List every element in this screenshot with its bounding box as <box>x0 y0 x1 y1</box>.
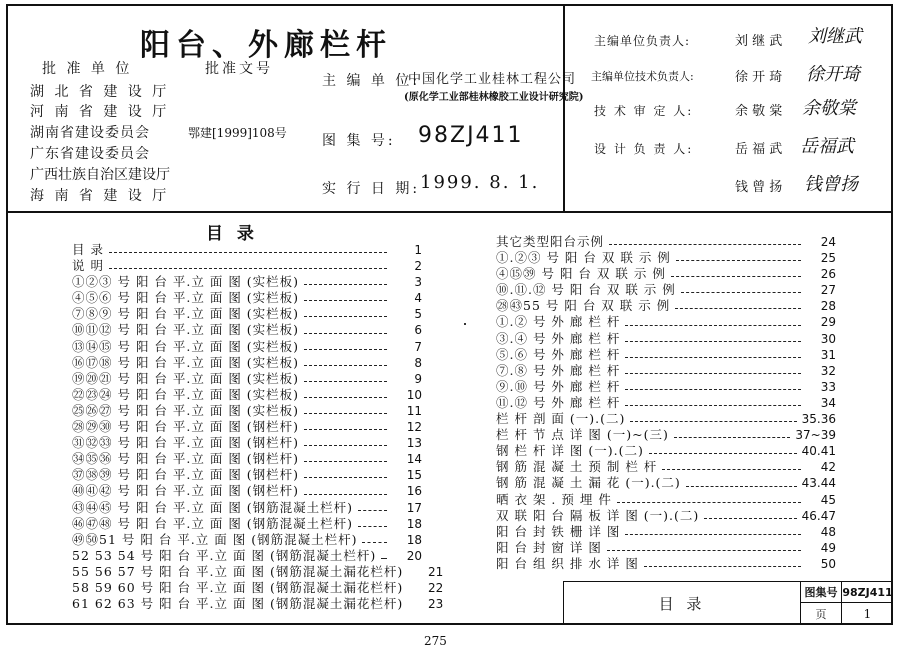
toc-leader-line <box>674 437 791 438</box>
toc-leader-line <box>644 566 801 567</box>
toc-leader-line <box>676 260 801 261</box>
toc-leader-line <box>704 518 796 519</box>
toc-leader-line <box>304 477 387 478</box>
toc-entry-page: 26 <box>820 267 836 282</box>
approval-doc-label: 批准文号 <box>205 61 273 77</box>
toc-leader-line <box>625 405 801 406</box>
toc-entry-label: 钢 筋 混 凝 土 漏 花 (一).(二) <box>496 475 681 491</box>
toc-entry-page: 33 <box>820 379 836 394</box>
toc-entry-page: 20 <box>406 548 422 563</box>
toc-entry <box>72 579 444 596</box>
toc-title: 目 录 <box>206 224 258 244</box>
toc-entry-page: 16 <box>406 484 422 499</box>
toc-entry-page: 42 <box>820 460 836 475</box>
toc-entry-page: 18 <box>406 516 422 531</box>
toc-entry-label: ㉒㉓㉔ 号 阳 台 平.立 面 图 (实栏板) <box>72 386 300 402</box>
toc-entry-label: ⑪.⑫ 号 外 廊 栏 杆 <box>496 394 621 410</box>
toc-entry-label: ㉛㉜㉝ 号 阳 台 平.立 面 图 (钢栏杆) <box>72 435 300 451</box>
toc-entry-page: 28 <box>820 299 836 314</box>
toc-entry-label: 阳 台 封 窗 详 图 <box>496 539 602 555</box>
toc-entry-label: 其它类型阳台示例 <box>496 234 605 249</box>
toc-entry-label: ㊲㊳㊴ 号 阳 台 平.立 面 图 (钢栏杆) <box>72 467 300 483</box>
toc-entry-label: ④⑮㊴ 号 阳 台 双 联 示 例 <box>496 266 666 282</box>
toc-entry-page: 35.36 <box>801 412 836 427</box>
toc-entry <box>496 411 836 427</box>
responsible-name-3: 余 敬 棠 <box>735 104 783 119</box>
signature-4: 岳福武 <box>800 136 854 157</box>
toc-entry <box>72 483 422 499</box>
effective-date-label: 实 行 日 期: <box>322 181 421 197</box>
toc-entry-page: 9 <box>414 371 422 386</box>
toc-entry-page: 5 <box>414 307 422 322</box>
toc-leader-line <box>686 486 797 487</box>
toc-entry-label: 52 53 54 号 阳 台 平.立 面 图 (钢筋混凝土栏杆) <box>72 547 377 563</box>
toc-entry-page: 31 <box>820 347 836 362</box>
toc-leader-line <box>304 429 387 430</box>
responsible-name-4: 岳 福 武 <box>735 142 783 157</box>
toc-leader-line <box>662 469 801 470</box>
toc-entry-label: ㉞㉟㊱ 号 阳 台 平.立 面 图 (钢栏杆) <box>72 451 300 467</box>
toc-entry-page: 25 <box>820 251 836 266</box>
toc-entry <box>496 395 836 411</box>
toc-leader-line <box>358 510 387 511</box>
toc-entry-label: ⑦⑧⑨ 号 阳 台 平.立 面 图 (实栏板) <box>72 306 300 322</box>
toc-entry-label: ㊾㊿51 号 阳 台 平.立 面 图 (钢筋混凝土栏杆) <box>72 531 358 547</box>
toc-entry <box>72 322 422 338</box>
title-block-name: 目 录 <box>658 595 706 613</box>
toc-entry <box>72 306 422 322</box>
responsible-role-3: 技 术 审 定 人: <box>594 104 694 118</box>
toc-entry-label: ㊻㊼㊽ 号 阳 台 平.立 面 图 (钢筋混凝土栏杆) <box>72 515 354 531</box>
toc-entry-page: 22 <box>427 580 444 595</box>
toc-left-column <box>72 242 444 612</box>
toc-entry <box>496 556 836 572</box>
signature-5: 钱曾扬 <box>804 174 858 195</box>
toc-entry-label: ⑲⑳㉑ 号 阳 台 平.立 面 图 (实栏板) <box>72 370 300 386</box>
toc-leader-line <box>675 308 801 309</box>
toc-entry-label: ⑩.⑪.⑫ 号 阳 台 双 联 示 例 <box>496 282 676 298</box>
toc-entry-page: 45 <box>820 492 836 507</box>
responsible-name-2: 徐 开 琦 <box>735 70 783 85</box>
toc-entry-label: 钢 栏 杆 详 图 (一).(二) <box>496 443 644 459</box>
toc-entry-label: ⑨.⑩ 号 外 廊 栏 杆 <box>496 378 621 394</box>
toc-entry <box>496 508 836 524</box>
toc-entry <box>496 524 836 540</box>
approval-unit-1: 湖 北 省 建 设 厅 <box>30 84 170 100</box>
toc-entry <box>496 266 836 282</box>
toc-entry-page: 32 <box>820 363 836 378</box>
toc-entry <box>72 548 422 564</box>
toc-entry-page: 18 <box>406 532 422 547</box>
toc-entry-label: 栏 杆 节 点 详 图 (一)~(三) <box>496 427 669 443</box>
effective-date: 1999. 8. 1. <box>420 172 540 193</box>
toc-entry-page: 24 <box>820 235 836 249</box>
toc-leader-line <box>607 550 801 551</box>
toc-leader-line <box>625 325 801 326</box>
toc-entry <box>72 355 422 371</box>
toc-entry <box>72 435 422 451</box>
toc-leader-line <box>625 373 801 374</box>
toc-entry-page: 21 <box>427 564 444 579</box>
toc-leader-line <box>625 357 801 358</box>
toc-leader-line <box>681 292 801 293</box>
header-vertical-divider <box>563 4 565 213</box>
toc-entry-page: 40.41 <box>801 444 836 459</box>
title-block-page-label: 页 <box>815 608 827 621</box>
toc-entry <box>496 475 836 491</box>
toc-entry-label: ⑩⑪⑫ 号 阳 台 平.立 面 图 (实栏板) <box>72 322 300 338</box>
signature-1: 刘继武 <box>808 26 862 47</box>
toc-entry-page: 34 <box>820 395 836 410</box>
toc-entry <box>72 387 422 403</box>
toc-entry-label: ㉘㊸55 号 阳 台 双 联 示 例 <box>496 298 671 314</box>
toc-entry <box>496 282 836 298</box>
toc-entry-page: 29 <box>820 315 836 330</box>
toc-entry <box>496 250 836 266</box>
toc-entry-label: ①.②③ 号 阳 台 双 联 示 例 <box>496 250 671 266</box>
toc-entry-label: ⑦.⑧ 号 外 廊 栏 杆 <box>496 362 621 378</box>
toc-entry-page: 2 <box>414 259 422 274</box>
toc-entry-label: 61 62 63 号 阳 台 平.立 面 图 (钢筋混凝土漏花栏杆) <box>72 596 404 612</box>
toc-leader-line <box>362 542 387 543</box>
toc-entry <box>496 379 836 395</box>
responsible-name-1: 刘 继 武 <box>735 34 783 49</box>
toc-entry-page: 6 <box>414 323 422 338</box>
responsible-name-5: 钱 曾 扬 <box>735 180 783 195</box>
toc-leader-line <box>304 365 387 366</box>
toc-entry-label: 栏 杆 剖 面 (一).(二) <box>496 411 626 427</box>
atlas-number: 98ZJ411 <box>418 123 524 148</box>
dot-mark <box>464 323 466 325</box>
toc-entry <box>72 339 422 355</box>
title-block-atlas-number: 98ZJ411 <box>842 585 893 599</box>
toc-leader-line <box>304 461 387 462</box>
toc-entry <box>496 443 836 459</box>
toc-leader-line <box>358 526 387 527</box>
signature-3: 余敬棠 <box>802 98 856 119</box>
toc-entry-label: 阳 台 封 铁 栅 详 图 <box>496 523 621 539</box>
toc-entry <box>496 363 836 379</box>
toc-entry <box>72 419 422 435</box>
toc-entry-page: 3 <box>414 275 422 290</box>
toc-leader-line <box>109 252 387 253</box>
toc-entry-page: 4 <box>414 291 422 306</box>
toc-entry-label: 晒 衣 架 . 预 埋 件 <box>496 491 612 507</box>
header-divider <box>6 211 893 213</box>
toc-entry <box>72 532 422 548</box>
toc-entry-label: ㊵㊶㊷ 号 阳 台 平.立 面 图 (钢栏杆) <box>72 483 300 499</box>
toc-leader-line <box>649 453 797 454</box>
toc-entry <box>72 274 422 290</box>
toc-leader-line <box>671 276 801 277</box>
toc-leader-line <box>304 316 387 317</box>
toc-entry <box>72 242 422 258</box>
approval-unit-5: 广西壮族自治区建设厅 <box>30 167 170 183</box>
editor-unit-note: (原化学工业部桂林橡胶工业设计研究院) <box>404 92 584 103</box>
toc-leader-line <box>617 502 801 503</box>
toc-entry <box>72 258 422 274</box>
responsible-role-1: 主编单位负责人: <box>594 34 691 48</box>
toc-entry-page: 48 <box>820 524 836 539</box>
toc-leader-line <box>625 341 801 342</box>
toc-leader-line <box>304 494 387 495</box>
toc-leader-line <box>304 445 387 446</box>
toc-entry <box>496 540 836 556</box>
toc-entry <box>72 596 444 612</box>
toc-entry-page: 8 <box>414 355 422 370</box>
toc-entry <box>496 234 836 250</box>
toc-entry-label: 55 56 57 号 阳 台 平.立 面 图 (钢筋混凝土漏花栏杆) <box>72 563 404 579</box>
atlas-title: 阳台、外廊栏杆 <box>140 28 392 63</box>
toc-entry <box>72 563 444 580</box>
toc-entry-label: 目 录 <box>72 242 104 257</box>
approval-unit-2: 河 南 省 建 设 厅 <box>30 104 170 120</box>
title-block-atlas-label: 图集号 <box>804 586 838 599</box>
toc-entry-label: ③.④ 号 外 廊 栏 杆 <box>496 330 621 346</box>
toc-leader-line <box>304 381 387 382</box>
toc-entry-page: 14 <box>406 452 422 467</box>
toc-entry-page: 10 <box>406 387 422 402</box>
toc-leader-line <box>630 421 796 422</box>
toc-entry-page: 12 <box>406 420 422 435</box>
toc-entry-label: ㉕㉖㉗ 号 阳 台 平.立 面 图 (实栏板) <box>72 402 300 418</box>
toc-leader-line <box>304 284 387 285</box>
toc-entry <box>496 459 836 475</box>
toc-entry <box>496 331 836 347</box>
toc-entry <box>72 403 422 419</box>
toc-leader-line <box>609 244 801 245</box>
toc-entry-page: 23 <box>427 597 444 612</box>
toc-entry <box>72 516 422 532</box>
toc-leader-line <box>304 413 387 414</box>
toc-entry-label: ㉘㉙㉚ 号 阳 台 平.立 面 图 (钢栏杆) <box>72 419 300 435</box>
toc-entry-label: ④⑤⑥ 号 阳 台 平.立 面 图 (实栏板) <box>72 290 300 306</box>
toc-entry-label: ①.② 号 外 廊 栏 杆 <box>496 314 621 330</box>
toc-entry-page: 7 <box>414 339 422 354</box>
toc-entry <box>496 314 836 330</box>
approval-unit-label: 批 准 单 位 <box>42 61 133 77</box>
approval-doc-number: 鄂建[1999]108号 <box>188 126 287 140</box>
toc-entry-page: 11 <box>406 403 422 418</box>
toc-entry-page: 49 <box>820 540 836 555</box>
approval-unit-3: 湖南省建设委员会 <box>30 125 150 141</box>
responsible-role-4: 设 计 负 责 人: <box>594 142 694 156</box>
approval-unit-4: 广东省建设委员会 <box>30 146 150 162</box>
responsible-role-2: 主编单位技术负责人: <box>591 70 694 83</box>
toc-leader-line <box>304 333 387 334</box>
toc-entry-page: 27 <box>820 283 836 298</box>
toc-leader-line <box>381 558 387 559</box>
toc-entry <box>72 290 422 306</box>
toc-entry <box>496 427 836 443</box>
toc-entry-label: ⑯⑰⑱ 号 阳 台 平.立 面 图 (实栏板) <box>72 354 300 370</box>
toc-entry <box>72 467 422 483</box>
toc-entry-page: 15 <box>406 468 422 483</box>
toc-entry <box>72 451 422 467</box>
toc-entry <box>496 347 836 363</box>
toc-entry <box>496 298 836 314</box>
atlas-number-label: 图 集 号: <box>322 133 396 149</box>
toc-entry-page: 30 <box>820 331 836 346</box>
editor-unit-label: 主 编 单 位: <box>322 73 421 89</box>
toc-leader-line <box>109 268 387 269</box>
toc-entry-label: 双 联 阳 台 隔 板 详 图 (一).(二) <box>496 507 700 523</box>
toc-entry <box>72 371 422 387</box>
editor-unit-name: 中国化学工业桂林工程公司 <box>408 72 577 87</box>
toc-leader-line <box>304 300 387 301</box>
toc-leader-line <box>625 389 801 390</box>
toc-entry-page: 37~39 <box>795 428 836 443</box>
toc-entry-label: 钢 筋 混 凝 土 预 制 栏 杆 <box>496 459 658 475</box>
toc-leader-line <box>304 397 387 398</box>
toc-entry-label: ㊸㊹㊺ 号 阳 台 平.立 面 图 (钢筋混凝土栏杆) <box>72 499 354 515</box>
toc-entry-label: 阳 台 组 织 排 水 详 图 <box>496 555 639 571</box>
toc-entry-label: ⑬⑭⑮ 号 阳 台 平.立 面 图 (实栏板) <box>72 338 300 354</box>
toc-entry-label: ⑤.⑥ 号 外 廊 栏 杆 <box>496 346 621 362</box>
signature-2: 徐开琦 <box>806 64 860 85</box>
toc-entry-page: 17 <box>406 500 422 515</box>
toc-entry-page: 43.44 <box>801 476 836 491</box>
approval-unit-6: 海 南 省 建 设 厅 <box>30 188 170 204</box>
toc-entry <box>496 492 836 508</box>
footer-page-number: 275 <box>424 634 447 648</box>
toc-leader-line <box>304 349 387 350</box>
toc-entry-label: 说 明 <box>72 258 104 274</box>
toc-leader-line <box>625 534 801 535</box>
toc-entry-page: 13 <box>406 436 422 451</box>
toc-right-column <box>496 234 836 572</box>
title-block-page-number: 1 <box>863 607 872 621</box>
toc-entry-label: 58 59 60 号 阳 台 平.立 面 图 (钢筋混凝土漏花栏杆) <box>72 579 404 595</box>
toc-entry-page: 1 <box>414 243 422 257</box>
toc-entry <box>72 500 422 516</box>
toc-entry-page: 46.47 <box>801 508 836 523</box>
toc-entry-label: ①②③ 号 阳 台 平.立 面 图 (实栏板) <box>72 274 300 290</box>
toc-entry-page: 50 <box>820 556 836 571</box>
